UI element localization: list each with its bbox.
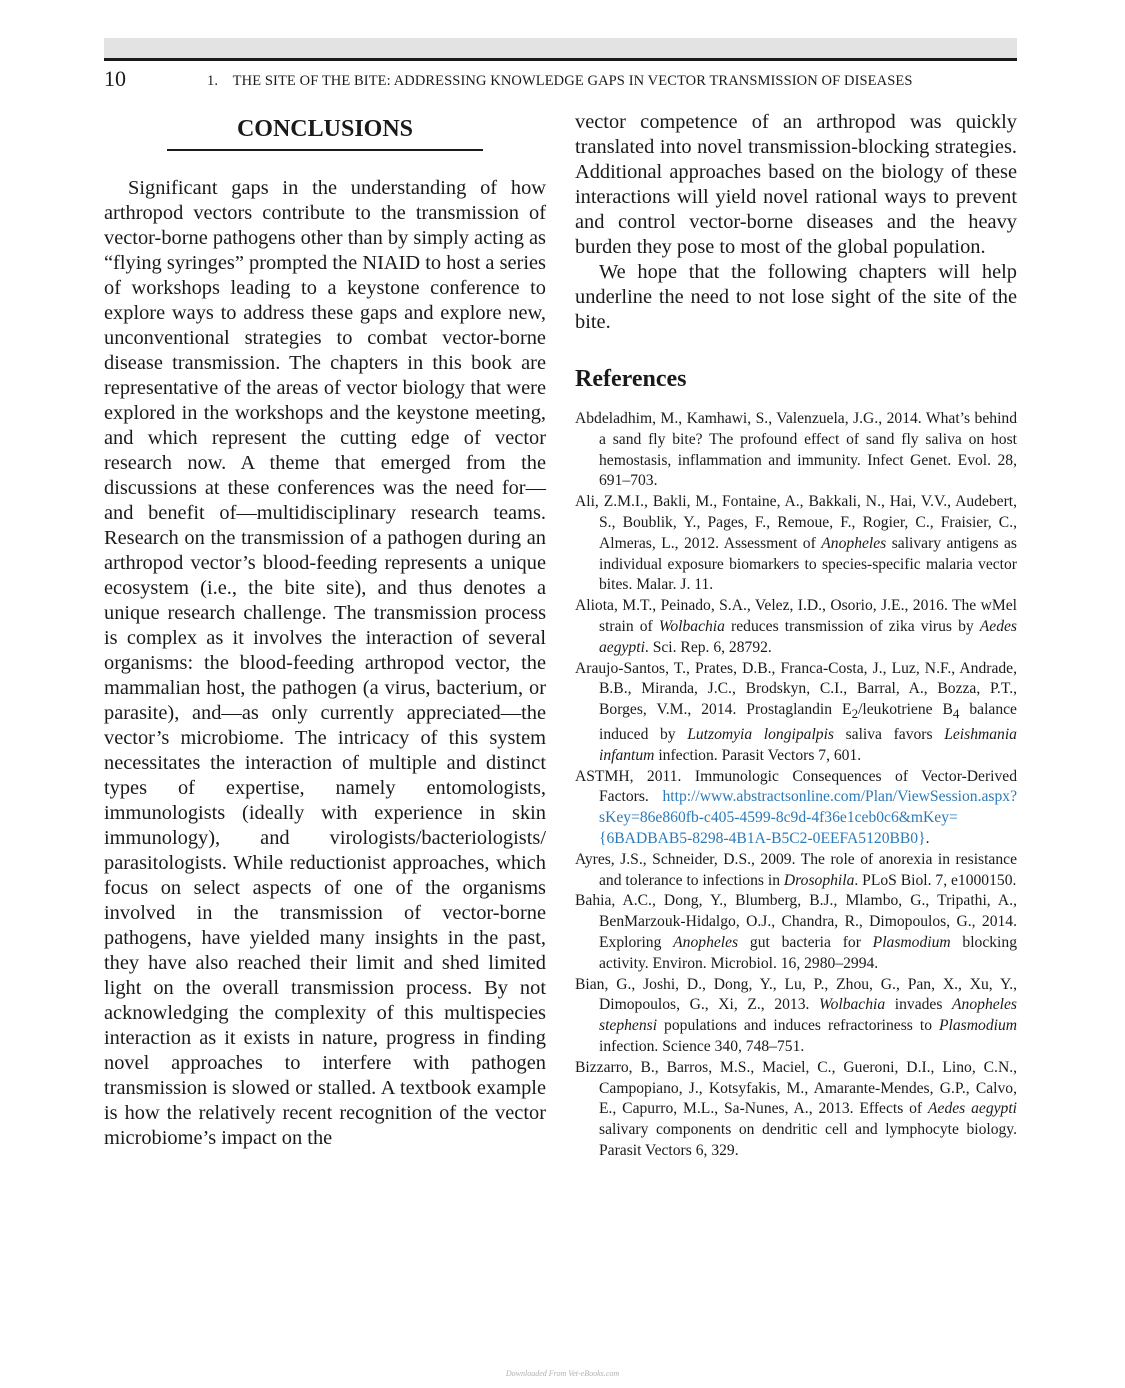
reference-item: ASTMH, 2011. Immunologic Consequences of Vector-Derived Factors. http://www.abstractsonline.com/Plan/ViewSession.aspx?sKey=86e860fb-c405-4599-8c9d-4f36e1ceb0c6&mKey={6BADBAB5-8298-4B1A-B5C2-0EEFA5120BB0}. xyxy=(575,767,1017,848)
references-heading: References xyxy=(575,366,687,392)
reference-item: Bahia, A.C., Dong, Y., Blumberg, B.J., Mlambo, G., Tripathi, A., BenMarzouk-Hidalgo, O.J., Chandra, R., Dimopoulos, G., 2014. Exploring Anopheles gut bacteria for Plasmodium blocking activity. Environ. Microbiol. 16, 2980–2994. xyxy=(575,892,1017,972)
reference-item: Ali, Z.M.I., Bakli, M., Fontaine, A., Bakkali, N., Hai, V.V., Audebert, S., Boublik, Y., Pages, F., Remoue, F., Rogier, C., Fraisier, C., Almeras, L., 2012. Assessment of Anopheles salivary antigens as individual exposure biomarkers to species-specific malaria vector bites. Malar. J. 11. xyxy=(575,493,1017,594)
reference-item: Araujo-Santos, T., Prates, D.B., Franca-Costa, J., Luz, N.F., Andrade, B.B., Miranda, J.C., Brodskyn, C.I., Barral, A., Bozza, P.T., Borges, V.M., 2014. Prostaglandin $E_2$/leukotriene $B_4$ balance induced by Lutzomyia longipalpis saliva favors Leishmania infantum infection. Parasit Vectors 7, 601. xyxy=(575,659,1017,764)
download-watermark: Downloaded From Vet-eBooks.com xyxy=(505,1369,620,1378)
reference-list xyxy=(575,409,1017,1162)
reference-item: Aliota, M.T., Peinado, S.A., Velez, I.D., Osorio, J.E., 2016. The wMel strain of Wolbachia reduces transmission of zika virus by Aedes aegypti. Sci. Rep. 6, 28792. xyxy=(575,597,1017,656)
reference-link[interactable]: http://www.abstractsonline.com/Plan/ViewSession.aspx?sKey=86e860fb-c405-4599-8c9d-4f36e1ceb0c6&mKey={6BADBAB5-8298-4B1A-B5C2-0EEFA5120BB0} xyxy=(599,788,1017,848)
left-column xyxy=(104,110,546,1151)
header-rule xyxy=(104,58,1017,61)
conclusions-paragraph: Significant gaps in the understanding of how arthropod vectors contribute to the transmission of vector-borne pathogens other than by simply acting as “flying syringes” prompted the NIAID to host a series of workshops leading to a keystone conference to explore ways to address these gaps and explore new, unconventional strategies to combat vector-borne disease transmission. The chapters in this book are representative of the areas of vector biology that were explored in the workshops and the keystone meeting, and which represent the cutting edge of vector research now. A theme that emerged from the discussions at these conferences was the need for—and benefit of—multidisciplinary research teams. Research on the transmission of a pathogen during an arthropod vector’s blood-feeding represents a unique ecosystem (i.e., the bite site), and thus denotes a unique research challenge. The transmission process is complex as it involves the interaction of several organisms: the blood-feeding arthropod vector, the mammalian host, the pathogen (a virus, bacterium, or parasite), and—as only currently appreciated—the vector’s microbiome. The intricacy of this system necessitates the interaction of multiple and distinct types of expertise, namely entomologists, immunologists (ideally with experience in skin immunology), and virologists/bacteriologists/ parasitologists. While reductionist approaches, which focus on select aspects of one of the organisms involved in the transmission of vector-borne pathogens, have yielded many insights in the past, they have also reached their limit and shed limited light on the overall transmission process. By not acknowledging the complexity of this multispecies interaction as it exists in nature, progress in finding novel approaches to interfere with pathogen transmission is slowed or stalled. A textbook example is how the relatively recent recognition of the vector microbiome’s impact on the xyxy=(104,177,546,1149)
page-number: 10 xyxy=(104,66,126,91)
header-bar xyxy=(104,38,1017,58)
reference-item: Bian, G., Joshi, D., Dong, Y., Lu, P., Zhou, G., Pan, X., Xu, Y., Dimopoulos, G., Xi, Z., 2013. Wolbachia invades Anopheles stephensi populations and induces refractoriness to Plasmodium infection. Science 340, 748–751. xyxy=(575,975,1017,1056)
conclusions-closing-paragraph: We hope that the following chapters will help underline the need to not lose sight of the site of the bite. xyxy=(575,261,1017,333)
conclusions-heading: CONCLUSIONS xyxy=(236,116,414,142)
running-head: 1. THE SITE OF THE BITE: ADDRESSING KNOWLEDGE GAPS IN VECTOR TRANSMISSION OF DISEASES xyxy=(207,73,913,89)
heading-underline xyxy=(167,149,483,151)
reference-item: Abdeladhim, M., Kamhawi, S., Valenzuela, J.G., 2014. What’s behind a sand fly bite? The profound effect of sand fly saliva on host hemostasis, inflammation and immunity. Infect Genet. Evol. 28, 691–703. xyxy=(575,410,1017,490)
reference-item: Ayres, J.S., Schneider, D.S., 2009. The role of anorexia in resistance and tolerance to infections in Drosophila. PLoS Biol. 7, e1000150. xyxy=(575,850,1017,889)
conclusions-paragraph-continued: vector competence of an arthropod was quickly translated into novel transmission-blocking strategies. Additional approaches based on the biology of these interactions will yield novel rational ways to prevent and control vector-borne diseases and the heavy burden they pose to most of the global population. xyxy=(575,111,1017,258)
reference-item: Bizzarro, B., Barros, M.S., Maciel, C., Gueroni, D.I., Lino, C.N., Campopiano, J., Kotsyfakis, M., Amarante-Mendes, G.P., Calvo, E., Capurro, M.L., Sa-Nunes, A., 2013. Effects of Aedes aegypti salivary components on dendritic cell and lymphocyte biology. Parasit Vectors 6, 329. xyxy=(575,1058,1017,1159)
right-column xyxy=(575,110,1017,1162)
